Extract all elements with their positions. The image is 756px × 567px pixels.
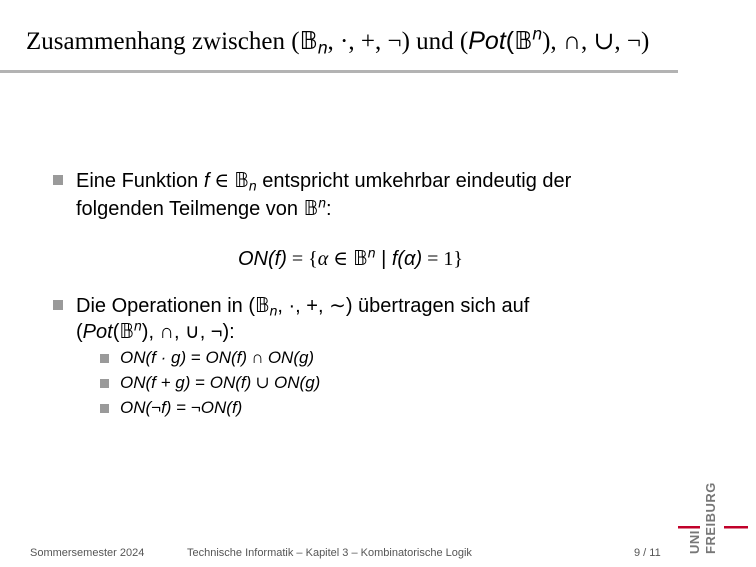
- sub2-b: ON(g): [274, 373, 321, 392]
- formula-bar: |: [375, 248, 392, 270]
- bullet2-pot: Pot: [82, 321, 113, 343]
- formula-f-alpha: f(α): [391, 248, 423, 270]
- formula-eq: = {: [286, 248, 318, 270]
- bullet2-sub: n: [269, 302, 278, 319]
- sub1-eq: =: [186, 348, 206, 367]
- bullet2-paren: (: [112, 321, 120, 343]
- title-pot: Pot: [468, 27, 506, 55]
- sub-bullet-marker-2: [100, 379, 109, 388]
- title-bool-symbol: 𝔹: [299, 26, 318, 55]
- title-bool-sub: n: [317, 37, 328, 58]
- bullet2-bool: 𝔹: [254, 293, 270, 317]
- sub-item-intersection: [120, 346, 314, 370]
- bullet2-line1: [76, 292, 529, 319]
- bullet2-text-a: Die Operationen in (: [76, 295, 255, 317]
- formula-lhs-arg: (f): [268, 248, 287, 270]
- footer-semester: Sommersemester 2024: [30, 547, 145, 559]
- sub2-eq: =: [190, 373, 210, 392]
- sub3-a: ¬ON(f): [190, 398, 243, 417]
- bullet-marker-2: [53, 300, 63, 310]
- logo-freiburg-text: FREIBURG: [703, 482, 718, 554]
- sub2-lhs: ON(f + g): [120, 373, 191, 392]
- bullet1-text-b: entspricht umkehrbar eindeutig der: [256, 170, 572, 192]
- bullet1-line1: [76, 167, 571, 194]
- title-sup: n: [532, 23, 543, 44]
- bullet2-text-b: , ·, +, ∼) übertragen sich auf: [277, 295, 530, 317]
- footer-course: Technische Informatik – Kapitel 3 – Kombinatorische Logik: [187, 547, 472, 559]
- sub1-b: ON(g): [267, 348, 315, 367]
- bullet2-open: (: [76, 321, 83, 343]
- title-open: (: [505, 27, 515, 55]
- sub1-lhs: ON(f · g): [120, 348, 187, 367]
- sub3-eq: =: [171, 398, 191, 417]
- bullet2-line2: [76, 318, 235, 345]
- bullet1-sub: n: [248, 177, 257, 194]
- footer-page-number: 9 / 11: [634, 547, 661, 559]
- title-prefix: Zusammenhang zwischen (: [26, 28, 300, 55]
- bullet1-elem: ∈: [209, 170, 235, 192]
- slide-title: [26, 23, 650, 58]
- formula-bool: 𝔹: [353, 246, 368, 270]
- sub-item-union: [120, 371, 320, 395]
- bullet2-bool-2: 𝔹: [119, 319, 134, 343]
- title-ops2: ), ∩, ∪, ¬): [542, 28, 650, 55]
- logo-red-bar-left: [678, 526, 700, 529]
- sub1-a: ON(f): [205, 348, 248, 367]
- bullet-marker-1: [53, 175, 63, 185]
- sub1-op: ∩: [247, 348, 268, 367]
- sub2-a: ON(f): [209, 373, 252, 392]
- bullet1-sup: n: [318, 194, 326, 211]
- formula-sup: n: [367, 244, 376, 261]
- logo-red-bar-right: [724, 526, 748, 529]
- bullet1-line2-text: folgenden Teilmenge von: [76, 198, 304, 220]
- formula-on: ON: [238, 248, 268, 270]
- logo-uni-text: UNI: [687, 530, 702, 554]
- uni-freiburg-logo: [678, 478, 748, 558]
- sub2-op: ∪: [251, 373, 275, 392]
- bullet1-text-a: Eine Funktion: [76, 170, 204, 192]
- sub-bullet-marker-3: [100, 404, 109, 413]
- sub-bullet-marker-1: [100, 354, 109, 363]
- formula-rhs: = 1}: [422, 248, 464, 270]
- bullet1-colon: :: [326, 198, 332, 220]
- bullet1-bool-2: 𝔹: [303, 196, 319, 220]
- bullet2-end: ), ∩, ∪, ¬):: [141, 321, 235, 343]
- sub3-lhs: ON(¬f): [120, 398, 172, 417]
- on-definition-formula: [238, 245, 463, 272]
- bullet2-sup: n: [134, 317, 142, 334]
- sub-item-negation: [120, 396, 242, 420]
- bullet1-f: f: [203, 170, 210, 192]
- title-bool-symbol-2: 𝔹: [514, 26, 533, 55]
- bullet1-bool: 𝔹: [234, 168, 249, 192]
- formula-in: ∈: [328, 248, 354, 270]
- formula-alpha: α: [317, 248, 329, 270]
- title-ops1: , ·, +, ¬) und (: [327, 28, 469, 55]
- title-rule: [0, 70, 678, 73]
- bullet1-line2: [76, 195, 332, 222]
